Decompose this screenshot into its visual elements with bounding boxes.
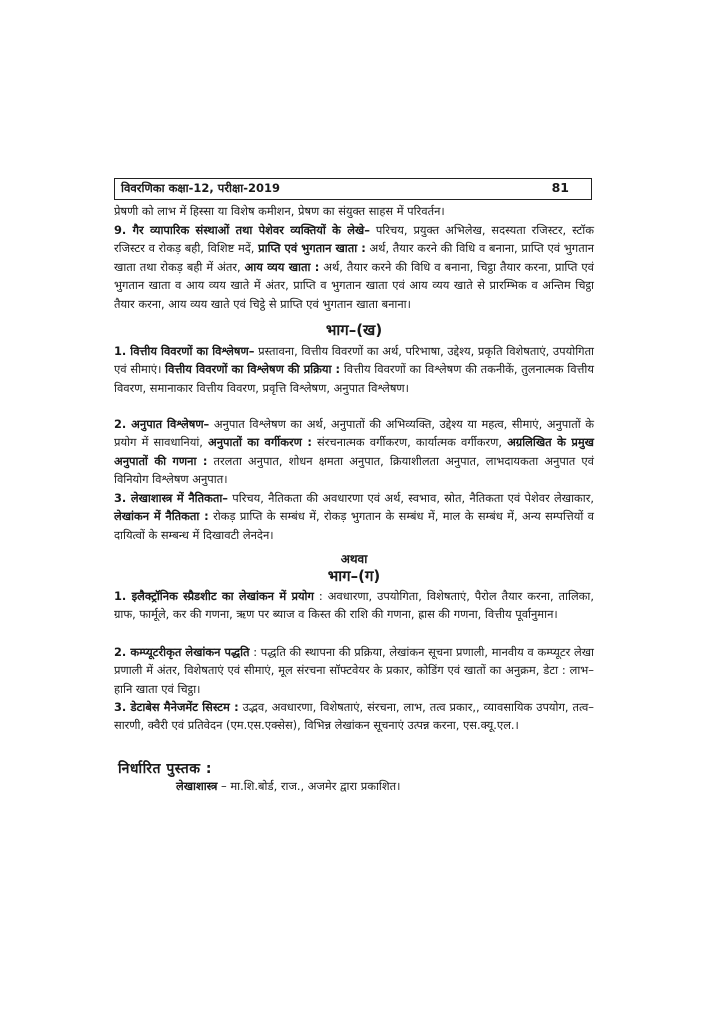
page-number: 81	[551, 180, 569, 195]
page-header	[114, 178, 592, 200]
part-b-item-2	[114, 415, 594, 489]
part-b-heading: भाग–(ख)	[325, 321, 383, 339]
part-b-item-3-text-1: परिचय, नैतिकता की अवधारणा एवं अर्थ, स्वभाव, स्रोत, नैतिकता एवं पेशेवर लेखाकार,	[228, 491, 594, 505]
part-c-item-2-text-1: : पद्धति की स्थापना की प्रक्रिया, लेखांकन सूचना प्रणाली, मानवीय व कम्प्यूटर लेखा प्रणाली में अंतर, विशेषताएं एवं सीमाएं, मूल संरचना सॉफ्टवेयर के प्रकार, कोडिंग एवं खातों का अनुक्रम, डेटा : लाभ–हानि खाता एवं चिट्ठा।	[114, 645, 594, 696]
part-c-item-1	[114, 587, 594, 624]
section-9-text-2: अर्थ, तैयार करने की विधि व बनाना, प्राप्ति एवं भुगतान खाता तथा रोकड़ बही में अंतर,	[114, 241, 594, 274]
book-detail: – मा.शि.बोर्ड, राज., अजमेर द्वारा प्रकाशित।	[217, 779, 401, 793]
part-b-item-2-bold-2: अग्रलिखित के प्रमुख अनुपातों की गणना :	[114, 435, 594, 468]
part-b-item-3-title: 3. लेखाशास्त्र में नैतिकता–	[114, 491, 229, 505]
section-9-bold-1: प्राप्ति एवं भुगतान खाता :	[258, 241, 366, 256]
part-c-heading: भाग–(ग)	[327, 567, 381, 585]
part-b-item-1-text-2: वित्तीय विवरणों का विश्लेषण की तकनीकें, तुलनात्मक वित्तीय विवरण, समानाकार वित्तीय विवरण, प्रवृत्ति विश्लेषण, अनुपात विश्लेषण।	[114, 362, 594, 395]
part-c-item-2-title: 2. कम्प्यूटरीकृत लेखांकन पद्धति	[114, 645, 250, 659]
part-c-item-1-text-1: : अवधारणा, उपयोगिता, विशेषताएं, पैरोल तैयार करना, तालिका, ग्राफ, फार्मूले, कर की गणना, ऋण पर ब्याज व किस्त की राशि की गणना, ह्रास की गणना, वित्तीय पूर्वानुमान।	[114, 589, 594, 622]
part-b-item-1	[114, 342, 594, 397]
section-9-text-1: परिचय, प्रयुक्त अभिलेख, सदस्यता रजिस्टर, स्टॉक रजिस्टर व रोकड़ बही, विशिष्ट मदें,	[114, 223, 594, 256]
part-b-item-2-text-3: तरलता अनुपात, शोधन क्षमता अनुपात, क्रियाशीलता अनुपात, लाभदायकता अनुपात एवं विनियोग विश्लेषण अनुपात।	[114, 453, 594, 487]
section-9-paragraph	[114, 221, 594, 313]
part-c-item-3-title: 3. डेटाबेस मैनेजमेंट सिस्टम :	[114, 700, 239, 714]
intro-text: प्रेषणी को लाभ में हिस्सा या विशेष कमीशन, प्रेषण का संयुक्त साहस में परिवर्तन।	[114, 204, 445, 218]
prescribed-books-heading: निर्धारित पुस्तक :	[118, 761, 212, 777]
header-title: विवरणिका कक्षा-12, परीक्षा-2019	[121, 181, 280, 195]
section-9-title: 9. गैर व्यापारिक संस्थाओं तथा पेशेवर व्यक्तियों के लेखे–	[114, 223, 370, 237]
part-b-item-2-bold-1: अनुपातों का वर्गीकरण :	[208, 435, 312, 450]
intro-paragraph	[114, 202, 594, 220]
part-b-item-1-title: 1. वित्तीय विवरणों का विश्लेषण–	[114, 344, 255, 358]
part-b-item-2-title: 2. अनुपात विश्लेषण–	[114, 417, 210, 431]
part-c-item-2	[114, 643, 594, 698]
book-title: लेखाशास्त्र	[176, 779, 218, 793]
prescribed-book-entry	[176, 779, 400, 794]
or-label: अथवा	[340, 552, 368, 566]
part-b-item-2-text-1: अनुपात विश्लेषण का अर्थ, अनुपातों की अभिव्यक्ति, उद्देश्य या महत्व, सीमाएं, अनुपातों के प्रयोग में सावधानियां,	[114, 417, 594, 450]
part-c-item-1-title: 1. इलैक्ट्रॉनिक स्प्रैडशीट का लेखांकन में प्रयोग	[114, 589, 314, 603]
section-9-bold-2: आय व्यय खाता :	[244, 259, 320, 274]
part-b-item-2-text-2: संरचनात्मक वर्गीकरण, कार्यात्मक वर्गीकरण,	[311, 435, 508, 450]
part-b-item-1-bold-1: वित्तीय विवरणों का विश्लेषण की प्रक्रिया :	[165, 362, 341, 377]
part-c-item-3-text-1: उद्भव, अवधारणा, विशेषताएं, संरचना, लाभ, तत्व प्रकार,, व्यावसायिक उपयोग, तत्व–सारणी, क्वैरी एवं प्रतिवेदन (एम.एस.एक्सेस), विभिन्न लेखांकन सूचनाएं उत्पन्न करना, एस.क्यू.एल.।	[114, 700, 594, 733]
part-b-item-3-text-2: रोकड़ प्राप्ति के सम्बंध में, रोकड़ भुगतान के सम्बंध में, माल के सम्बंध में, अन्य सम्पत्तियों व दायित्वों के सम्बन्ध में दिखावटी लेनदेन।	[114, 509, 595, 542]
part-b-item-1-text-1: प्रस्तावना, वित्तीय विवरणों का अर्थ, परिभाषा, उद्देश्य, प्रकृति विशेषताएं, उपयोगिता एवं सीमाएं।	[114, 344, 595, 377]
part-c-item-3	[114, 698, 594, 735]
part-b-item-3	[114, 489, 594, 544]
section-9-text-3: अर्थ, तैयार करने की विधि व बनाना, चिट्ठा तैयार करना, प्राप्ति एवं भुगतान खाता व आय व्यय खाते में अंतर, प्राप्ति व भुगतान खाता एवं आय व्यय खाते से प्रारम्भिक व अन्तिम चिट्ठा तैयार करना, आय व्यय खाते एवं चिट्ठे से प्राप्ति एवं भुगतान खाता बनाना।	[114, 259, 594, 311]
part-b-item-3-bold-1: लेखांकन में नैतिकता :	[114, 509, 209, 524]
